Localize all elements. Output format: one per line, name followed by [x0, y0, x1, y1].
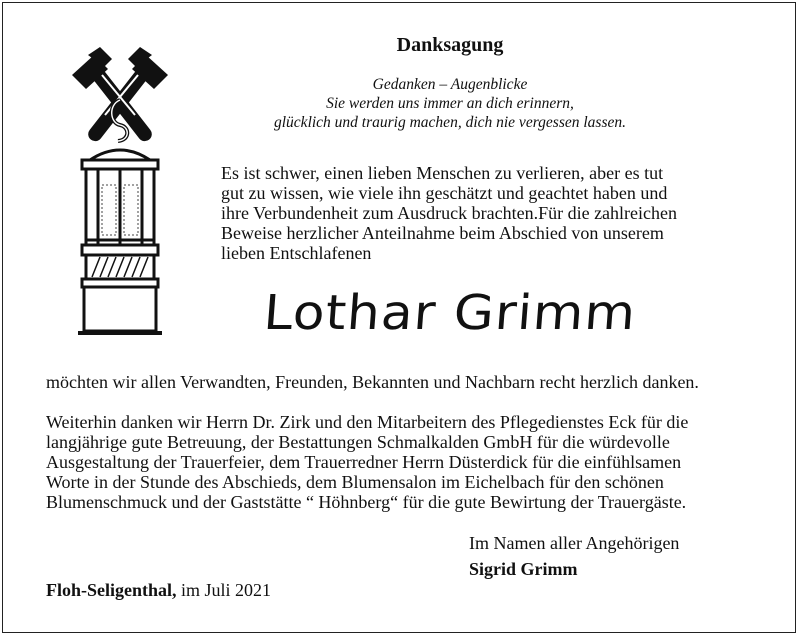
intro-line: Beweise herzlicher Anteilnahme beim Abschied von unserem [221, 223, 664, 243]
notice-title: Danksagung [396, 34, 504, 56]
poem-line: Gedanken – Augenblicke [372, 76, 528, 93]
place: Floh-Seligenthal, [46, 580, 177, 600]
intro-line: gut zu wissen, wie viele ihn geschätzt und geachtet haben und [221, 183, 668, 203]
closing-line: Im Namen aller Angehörigen [469, 533, 680, 553]
body-line: langjährige gute Betreuung, der Bestattungen Schmalkalden GmbH für die würdevolle [46, 432, 670, 452]
deceased-name: Lothar Grimm [261, 285, 639, 341]
intro-line: lieben Entschlafenen [221, 243, 372, 263]
poem-line: glücklich und traurig machen, dich nie vergessen lassen. [274, 114, 626, 131]
body-line: Ausgestaltung der Trauerfeier, dem Trauerredner Herrn Düsterdick für die einfühlsamen [46, 452, 682, 472]
place-and-date [46, 580, 271, 601]
body-line: Worte in der Stunde des Abschieds, dem Blumensalon im Eichelbach für den schönen [46, 472, 664, 492]
closing-block [469, 530, 679, 582]
body-line: Blumenschmuck und der Gaststätte “ Höhnberg“ für die gute Bewirtung der Trauergäste. [46, 492, 687, 512]
intro-line: ihre Verbundenheit zum Ausdruck brachten.Für die zahlreichen [221, 203, 678, 223]
acknowledgements-paragraph [46, 412, 766, 512]
poem-line: Sie werden uns immer an dich erinnern, [326, 95, 574, 112]
intro-paragraph [221, 163, 761, 263]
thanks-line: möchten wir allen Verwandten, Freunden, Bekannten und Nachbarn recht herzlich danken. [46, 372, 699, 392]
poem [200, 75, 700, 132]
intro-line: Es ist schwer, einen lieben Menschen zu verlieren, aber es tut [221, 163, 664, 183]
miners-lamp-icon [60, 45, 180, 345]
body-line: Weiterhin danken wir Herrn Dr. Zirk und den Mitarbeitern des Pflegedienstes Eck für die [46, 412, 689, 432]
date: im Juli 2021 [181, 580, 272, 600]
signature: Sigrid Grimm [469, 559, 578, 579]
